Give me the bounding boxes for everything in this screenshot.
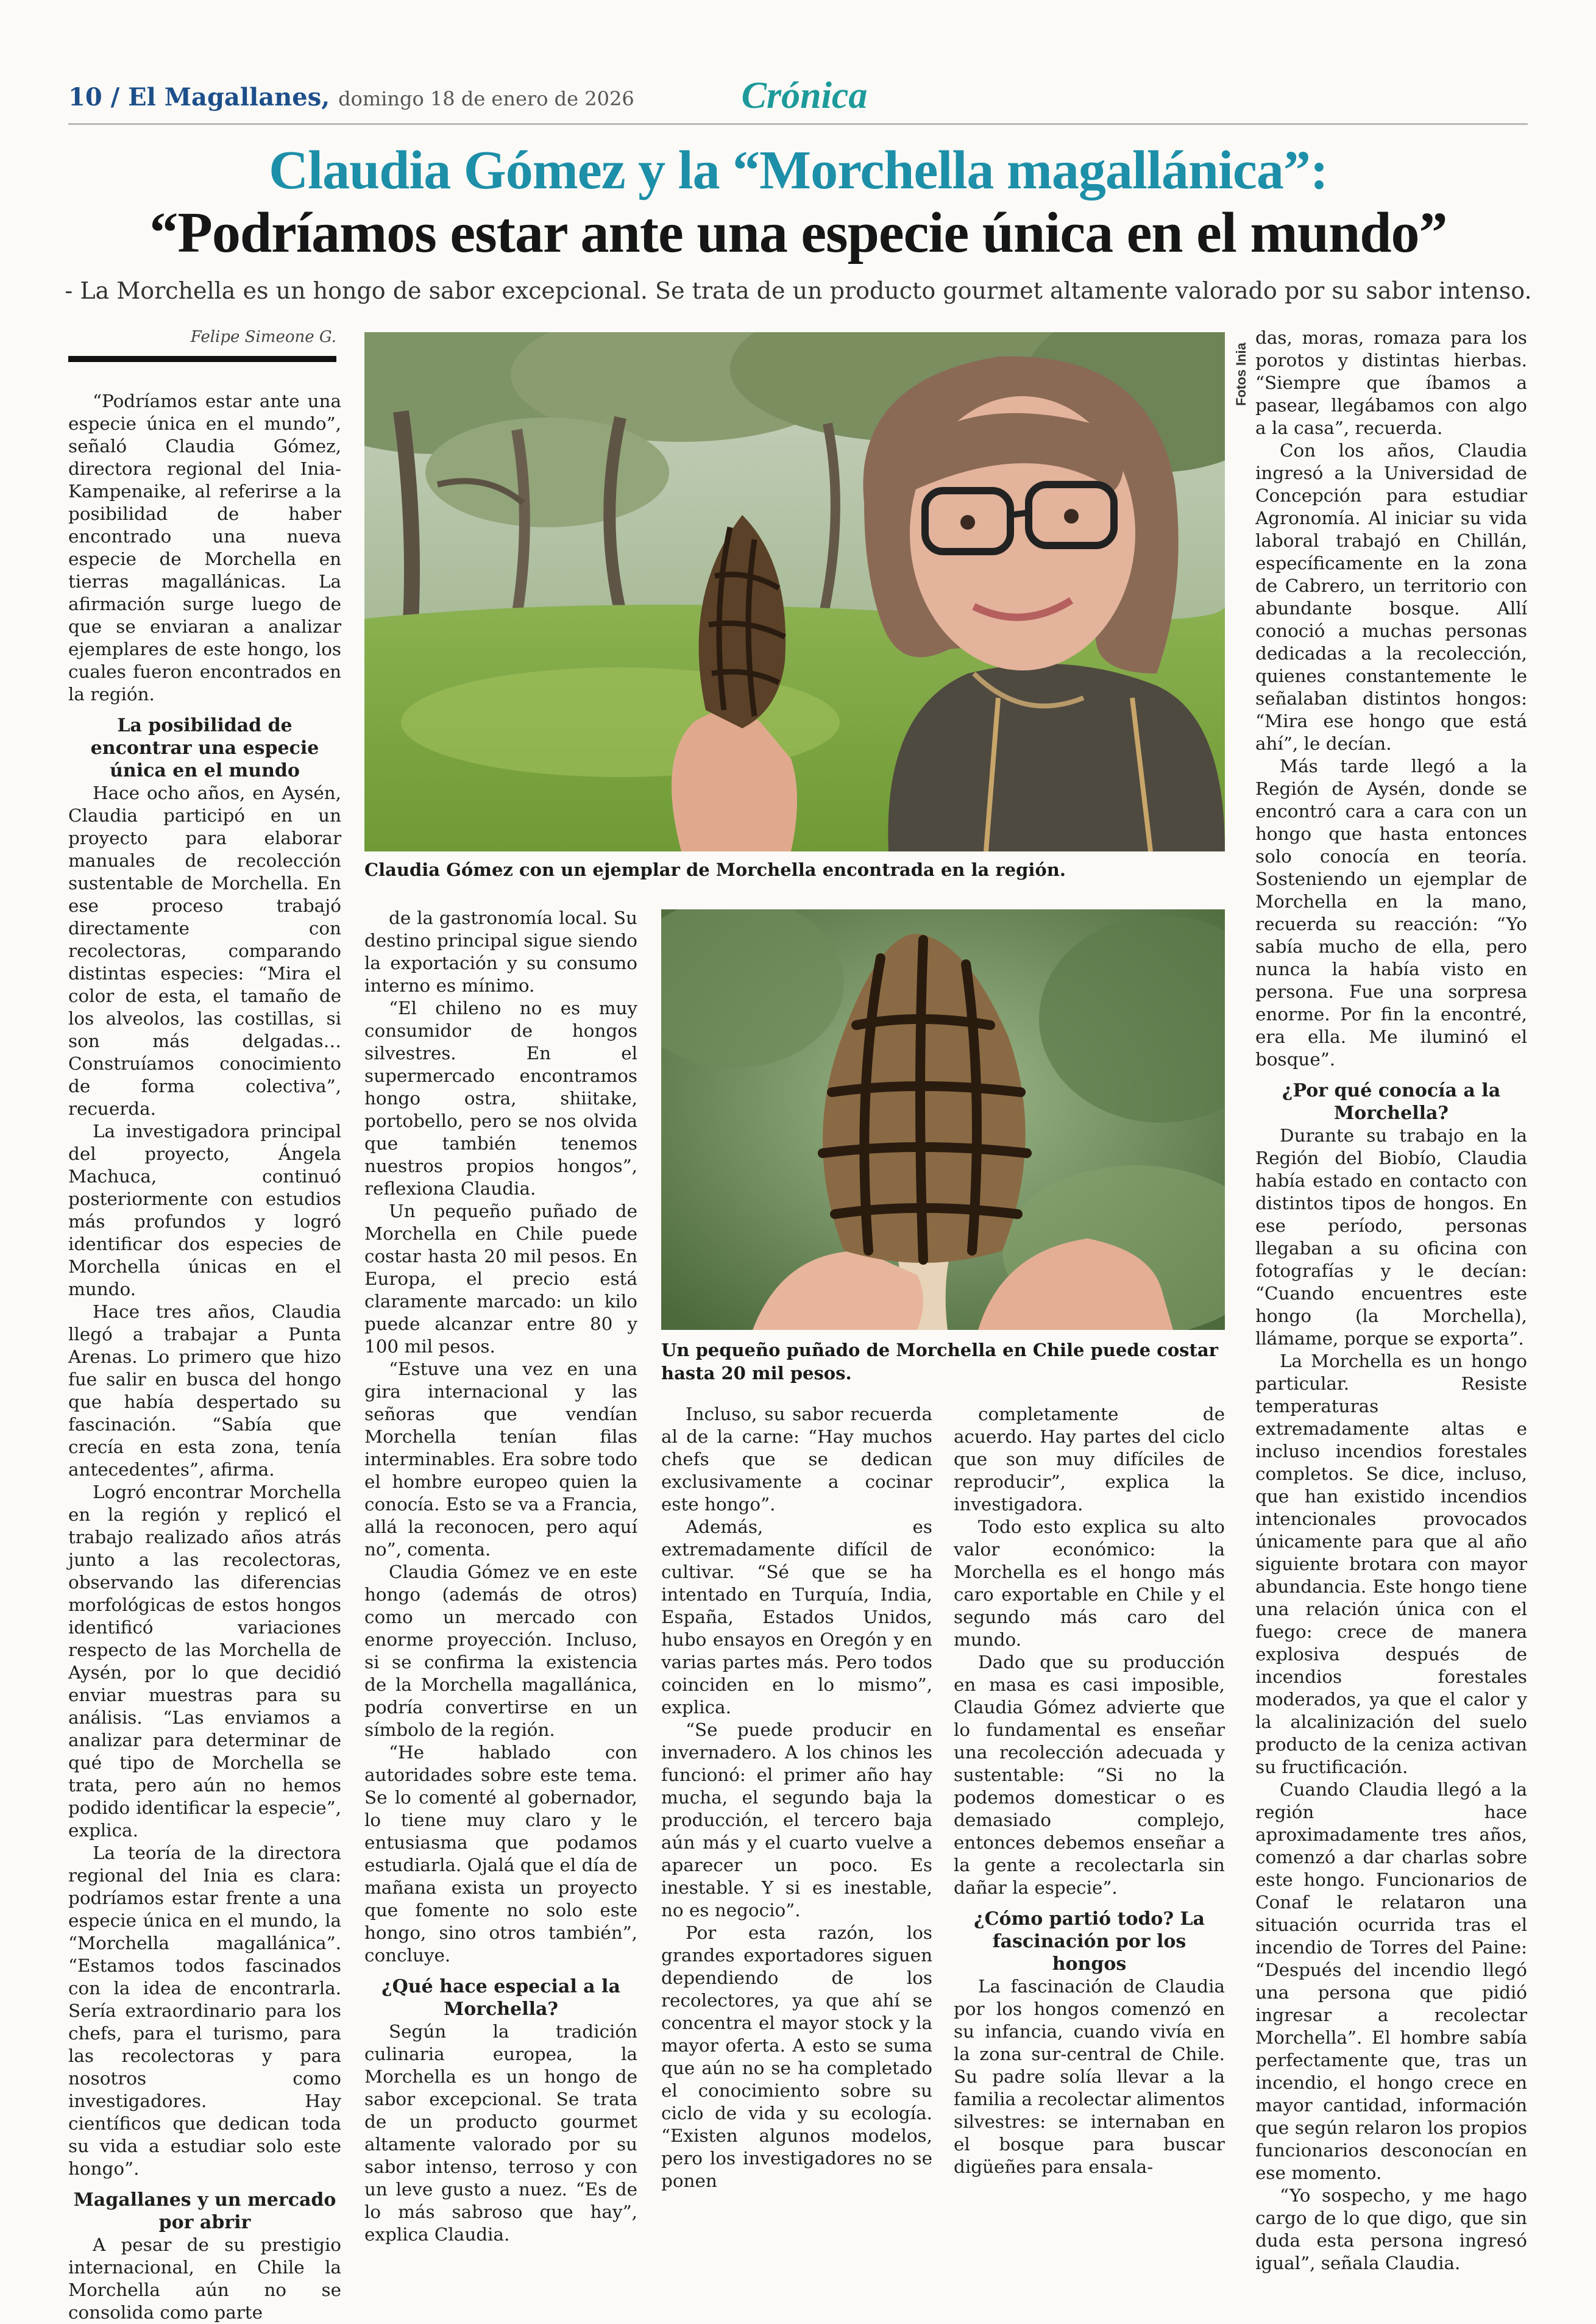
- paragraph: Además, es extremadamente difícil de cultivar. “Sé que se ha intentado en Turquía, India, España, Estados Unidos, hubo ensayos en Oregón y en varias partes más. Pero todos coinciden en lo mismo”, explica.: [661, 1516, 932, 1718]
- page-folio: [68, 83, 634, 112]
- paragraph: “Yo sospecho, y me hago cargo de lo que digo, que sin duda esta persona ingresó igual”, señala Claudia.: [1255, 2185, 1527, 2273]
- article-column-3: [661, 1403, 932, 2192]
- header-rule: [68, 123, 1528, 125]
- paragraph: Dado que su producción en masa es casi imposible, Claudia Gómez advierte que lo fundamental es enseñar una recolección adecuada y sustentable: “Si no la podemos domesticar o es demasiado complejo, entonces debemos enseñar a la gente a recolectarla sin dañar la especie”.: [954, 1652, 1225, 1898]
- paragraph: Todo esto explica su alto valor económico: la Morchella es el hongo más caro exportable en Chile y el segundo más caro del mundo.: [954, 1516, 1225, 1650]
- paragraph: Un pequeño puñado de Morchella en Chile puede costar hasta 20 mil pesos. En Europa, el precio está claramente marcado: un kilo puede alcanzar entre 80 y 100 mil pesos.: [364, 1201, 637, 1357]
- paragraph: Hace tres años, Claudia llegó a trabajar a Punta Arenas. Lo primero que hizo fue salir en busca del hongo que había despertado su fascinación. “Sabía que crecía en esta zona, tenía antecedentes”, afirma.: [68, 1301, 341, 1480]
- paragraph: Claudia Gómez ve en este hongo (además de otros) como un mercado con enorme proyección. Incluso, si se confirma la existencia de la Morchella magallánica, podría convertirse en un símbolo de la región.: [364, 1562, 637, 1740]
- paragraph: de la gastronomía local. Su destino principal sigue siendo la exportación y su consumo interno es mínimo.: [364, 908, 637, 996]
- paragraph: Más tarde llegó a la Región de Aysén, donde se encontró cara a cara con un hongo que hasta entonces solo conocía en teoría. Sosteniendo un ejemplar de Morchella en la mano, recuerda su reacción: “Yo sabía mucho de ella, pero nunca la había visto en persona. Fue una sorpresa enorme. Por fin la encontré, era ella. Me iluminó el bosque”.: [1255, 756, 1527, 1070]
- folio-separator: /: [110, 83, 120, 112]
- article-column-4: [954, 1403, 1225, 2178]
- paragraph: Hace ocho años, en Aysén, Claudia participó en un proyecto para elaborar manuales de recolección sustentable de Morchella. En ese proceso trabajó directamente con recolectoras, comparando distintas especies: “Mira el color de esta, el tamaño de los alveolos, las costillas, si son más delgadas… Construíamos conocimiento de forma colectiva”, recuerda.: [68, 783, 341, 1119]
- paragraph: Por esta razón, los grandes exportadores siguen dependiendo de los recolectores, ya que ahí se concentra el mayor stock y la mayor oferta. A esto se suma que aún no se ha completado el conocimiento sobre su ciclo de vida y su ecología. “Existen algunos modelos, pero los investigadores no se ponen: [661, 1922, 932, 2191]
- subheading: ¿Por qué conocía a la Morchella?: [1282, 1080, 1501, 1124]
- caption-main-photo: Claudia Gómez con un ejemplar de Morchella encontrada en la región.: [364, 859, 1066, 880]
- newspaper-name: El Magallanes,: [128, 83, 330, 112]
- subheading: Magallanes y un mercado por abrir: [73, 2189, 336, 2233]
- subheading: La posibilidad de encontrar una especie única en el mundo: [90, 715, 319, 781]
- paragraph: La Morchella es un hongo particular. Resiste temperaturas extremadamente altas e incluso incendios forestales completos. Se dice, incluso, que han existido incendios intencionales provocados únicamente para que al año siguiente brotara con mayor abundancia. Este hongo tiene una relación única con el fuego: crece de manera explosiva después de incendios forestales moderados, ya que el calor y la alcalinización del suelo producto de la ceniza activan su fructificación.: [1255, 1351, 1527, 1777]
- paragraph: La investigadora principal del proyecto, Ángela Machuca, continuó posteriormente con estudios más profundos y logró identificar dos especies de Morchella únicas en el mundo.: [68, 1121, 341, 1299]
- paragraph: Incluso, su sabor recuerda al de la carne: “Hay muchos chefs que se dedican exclusivamente a cocinar este hongo”.: [661, 1404, 932, 1515]
- paragraph: A pesar de su prestigio internacional, en Chile la Morchella aún no se consolida como parte: [68, 2234, 341, 2323]
- article-column-2: [364, 907, 637, 2246]
- article-subtitle: - La Morchella es un hongo de sabor excepcional. Se trata de un producto gourmet altamente valorado por su sabor intenso.: [65, 277, 1532, 304]
- paragraph: “Podríamos estar ante una especie única en el mundo”, señaló Claudia Gómez, directora regional del Inia-Kampenaike, al referirse a la posibilidad de haber encontrado una nueva especie de Morchella en tierras magallánicas. La afirmación surge luego de que se enviaran a analizar ejemplares de este hongo, los cuales fueron encontrados en la región.: [68, 391, 341, 705]
- photo-morchella-closeup: [661, 909, 1225, 1330]
- paragraph: La teoría de la directora regional del Inia es clara: podríamos estar frente a una especie única en el mundo, la “Morchella magallánica”. “Estamos todos fascinados con la idea de encontrarla. Sería extraordinario para los chefs, para el turismo, para las recolectoras y para nosotros como investigadores. Hay científicos que dedican toda su vida a estudiar solo este hongo”.: [68, 1842, 341, 2179]
- paragraph: “El chileno no es muy consumidor de hongos silvestres. En el supermercado encontramos hongo ostra, shiitake, portobello, pero se nos olvida que también tenemos nuestros propios hongos”, reflexiona Claudia.: [364, 998, 637, 1199]
- headline-line-1: Claudia Gómez y la “Morchella magallánica”:: [269, 140, 1328, 201]
- page-number: 10: [68, 83, 102, 112]
- photo-claudia-with-morchella: [364, 332, 1225, 851]
- caption-morel-photo: Un pequeño puñado de Morchella en Chile puede costar hasta 20 mil pesos.: [661, 1340, 1218, 1384]
- photo-claudia-illustration: [364, 332, 1225, 851]
- paragraph: La fascinación de Claudia por los hongos comenzó en su infancia, cuando vivía en la zona sur-central de Chile. Su padre solía llevar a la familia a recolectar alimentos silvestres: se internaban en el bosque para buscar digüeñes para ensala-: [954, 1976, 1225, 2177]
- photo-credit: Fotos Inia: [1233, 343, 1249, 406]
- paragraph: “He hablado con autoridades sobre este tema. Se lo comenté al gobernador, lo tiene muy claro y le entusiasma que podamos estudiarla. Ojalá que el día de mañana exista un proyecto que fomente no solo este hongo, sino otros también”, concluye.: [364, 1742, 637, 1966]
- article-column-1: [68, 390, 341, 2324]
- paragraph: das, moras, romaza para los porotos y distintas hierbas. “Siempre que íbamos a pasear, llegábamos con algo a la casa”, recuerda.: [1255, 327, 1527, 438]
- paragraph: “Estuve una vez en una gira internacional y las señoras que vendían Morchella tenían filas interminables. Era sobre todo el hombre europeo quien la conocía. Esto se va a Francia, allá la reconocen, pero aquí no”, comenta.: [364, 1359, 637, 1560]
- paragraph: Cuando Claudia llegó a la región hace aproximadamente tres años, comenzó a dar charlas sobre este hongo. Funcionarios de Conaf le relataron una situación ocurrida tras el incendio de Torres del Paine: “Después del incendio llegó una persona que pidió ingresar a recolectar Morchella”. El hombre sabía perfectamente que, tras un incendio, el hongo crece en mayor cantidad, información que según relaron los propios funcionarios desconocían en ese momento.: [1255, 1779, 1527, 2183]
- subheading: ¿Cómo partió todo? La fascinación por los hongos: [974, 1908, 1205, 1975]
- byline: Felipe Simeone G.: [190, 328, 336, 346]
- paragraph: completamente de acuerdo. Hay partes del ciclo que son muy difíciles de reproducir”, explica la investigadora.: [954, 1404, 1225, 1515]
- paragraph: Logró encontrar Morchella en la región y replicó el trabajo realizado años atrás junto a las recolectoras, observando las diferencias morfológicas de estos hongos identificó variaciones respecto de las Morchella de Aysén, por lo que decidió enviar muestras para su análisis. “Las enviamos a analizar para determinar de qué tipo de Morchella se trata, pero aún no hemos podido identificar la especie”, explica.: [68, 1482, 341, 1841]
- paragraph: Según la tradición culinaria europea, la Morchella es un hongo de sabor excepcional. Se trata de un producto gourmet altamente valorado por su sabor intenso, terroso y con un leve gusto a nuez. “Es de lo más sabroso que hay”, explica Claudia.: [364, 2021, 637, 2245]
- issue-date: domingo 18 de enero de 2026: [338, 87, 634, 110]
- article-column-5: [1255, 327, 1527, 2275]
- subheading: ¿Qué hace especial a la Morchella?: [381, 1976, 620, 2020]
- byline-rule: [68, 356, 336, 362]
- section-title: Crónica: [741, 75, 868, 116]
- paragraph: Con los años, Claudia ingresó a la Universidad de Concepción para estudiar Agronomía. Al iniciar su vida laboral trabajó en Chillán, específicamente en la zona de Cabrero, un territorio con abundante bosque. Allí conoció a muchas personas dedicadas a la recolección, quienes constantemente le señalaban distintos hongos: “Mira ese hongo que está ahí”, le decían.: [1255, 440, 1527, 754]
- headline-line-2: “Podríamos estar ante una especie única en el mundo”: [149, 201, 1447, 265]
- photo-morel-illustration: [661, 909, 1225, 1330]
- paragraph: “Se puede producir en invernadero. A los chinos les funcionó: el primer año hay mucha, el segundo baja la producción, el tercero baja aún más y el cuarto vuelve a aparecer un poco. Es inestable. Y si es inestable, no es negocio”.: [661, 1719, 932, 1921]
- paragraph: Durante su trabajo en la Región del Biobío, Claudia había estado en contacto con distintos tipos de hongos. En ese período, personas llegaban a su oficina con fotografías y le decían: “Cuando encuentres este hongo (la Morchella), llámame, porque se exporta”.: [1255, 1125, 1527, 1349]
